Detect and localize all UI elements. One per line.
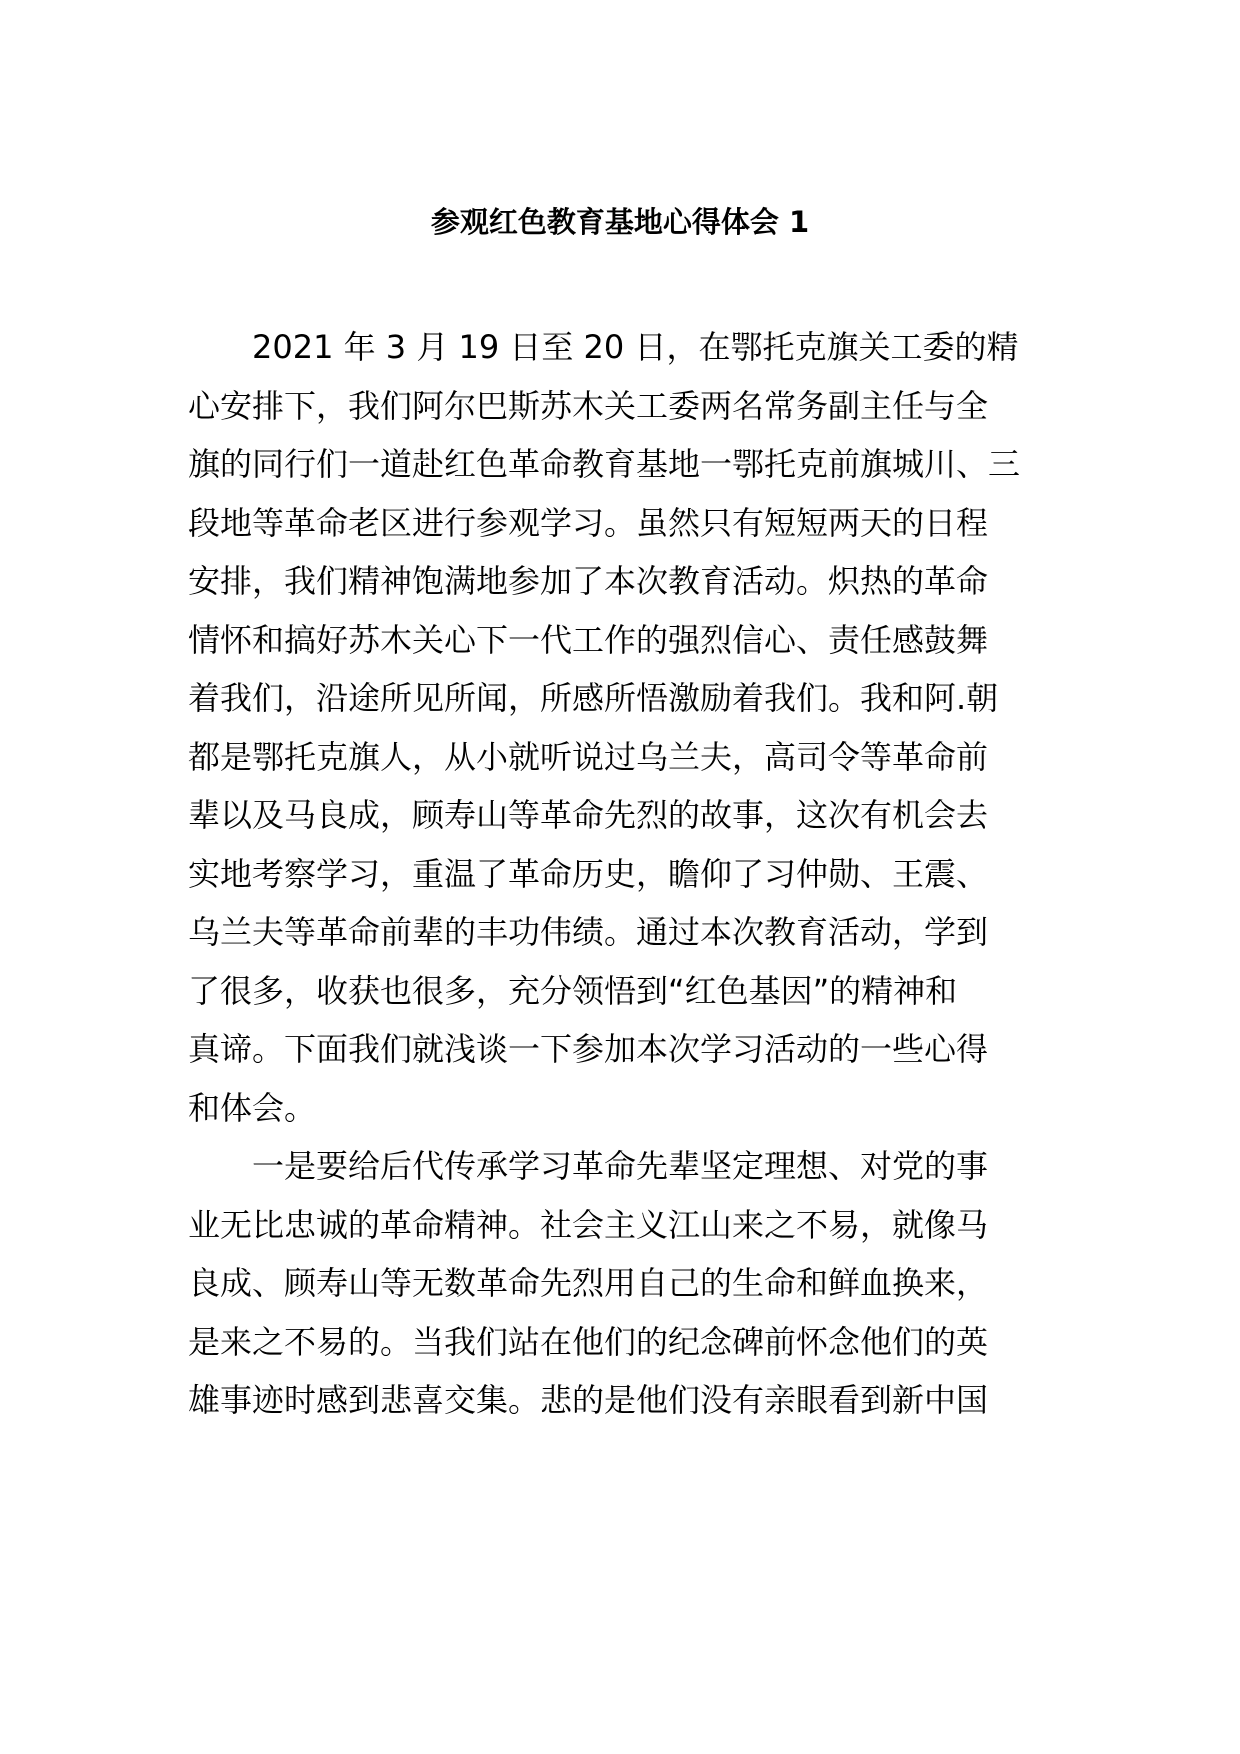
text-line: 雄事迹时感到悲喜交集。悲的是他们没有亲眼看到新中国 bbox=[188, 1381, 989, 1419]
text-line: 安排，我们精神饱满地参加了本次教育活动。炽热的革命 bbox=[188, 562, 989, 600]
text-line: 辈以及马良成，顾寿山等革命先烈的故事，这次有机会去 bbox=[188, 796, 989, 834]
text-line: 实地考察学习，重温了革命历史，瞻仰了习仲勋、王震、 bbox=[188, 854, 989, 893]
text-line: 心安排下，我们阿尔巴斯苏木关工委两名常务副主任与全 bbox=[188, 386, 989, 425]
paragraph-intro bbox=[188, 318, 1021, 1137]
text-line: 是来之不易的。当我们站在他们的纪念碑前怀念他们的英 bbox=[188, 1322, 989, 1361]
text-line: 着我们，沿途所见所闻，所感所悟激励着我们。我和阿.朝 bbox=[188, 679, 999, 717]
document-body bbox=[188, 318, 1056, 1430]
text-line: 旗的同行们一道赴红色革命教育基地一鄂托克前旗城川、三 bbox=[188, 445, 1021, 483]
text-line: 一是要给后代传承学习革命先辈坚定理想、对党的事 bbox=[252, 1147, 989, 1185]
text-line: 2021 年 3 月 19 日至 20 日，在鄂托克旗关工委的精 bbox=[252, 328, 1019, 366]
document-title: 参观红色教育基地心得体会 1 bbox=[430, 205, 810, 239]
paragraph-point-one bbox=[188, 1137, 1056, 1430]
text-line: 了很多，收获也很多，充分领悟到“红色基因”的精神和 bbox=[188, 971, 958, 1010]
text-line: 业无比忠诚的革命精神。社会主义江山来之不易，就像马 bbox=[188, 1205, 989, 1244]
text-line: 真谛。下面我们就浅谈一下参加本次学习活动的一些心得 bbox=[188, 1030, 989, 1068]
text-line: 段地等革命老区进行参观学习。虽然只有短短两天的日程 bbox=[188, 503, 989, 542]
text-line: 都是鄂托克旗人，从小就听说过乌兰夫，高司令等革命前 bbox=[188, 737, 989, 776]
text-line: 乌兰夫等革命前辈的丰功伟绩。通过本次教育活动，学到 bbox=[188, 913, 989, 951]
text-line: 和体会。 bbox=[188, 1088, 317, 1127]
text-line: 良成、顾寿山等无数革命先烈用自己的生命和鲜血换来， bbox=[188, 1264, 989, 1302]
text-line: 情怀和搞好苏木关心下一代工作的强烈信心、责任感鼓舞 bbox=[188, 620, 989, 659]
